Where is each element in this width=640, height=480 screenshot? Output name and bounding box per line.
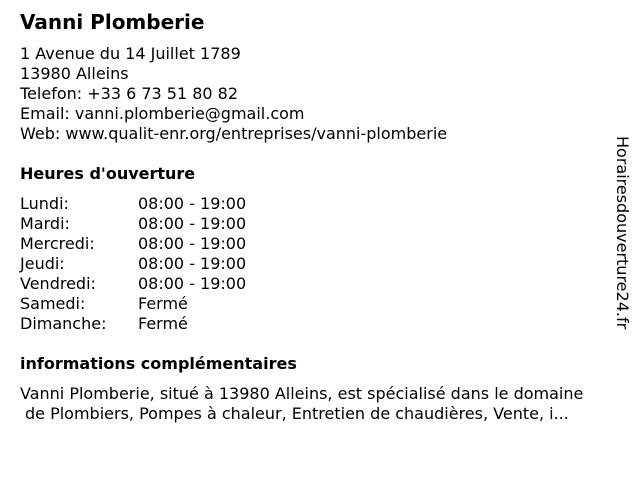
opening-hours-heading: Heures d'ouverture <box>20 164 196 183</box>
description-line-2: de Plombiers, Pompes à chaleur, Entretien de chaudières, Vente, i... <box>25 404 569 423</box>
hours-row-sunday <box>20 314 246 334</box>
contact-block <box>20 44 447 144</box>
address-city: 13980 Alleins <box>20 64 129 83</box>
day-hours: Fermé <box>138 314 188 333</box>
additional-info-heading: informations complémentaires <box>20 354 297 373</box>
business-description <box>20 384 632 424</box>
day-label: Lundi: <box>20 194 69 213</box>
day-label: Dimanche: <box>20 314 107 333</box>
opening-hours-table <box>20 194 246 334</box>
email-text: Email: vanni.plomberie@gmail.com <box>20 104 305 123</box>
day-label: Mardi: <box>20 214 70 233</box>
hours-row-tuesday <box>20 214 246 234</box>
day-hours: 08:00 - 19:00 <box>138 234 247 253</box>
day-label: Vendredi: <box>20 274 96 293</box>
hours-row-monday <box>20 194 246 214</box>
address-street: 1 Avenue du 14 Juillet 1789 <box>20 44 241 63</box>
site-watermark-text: Horairesdouverture24.fr <box>613 136 632 330</box>
hours-row-wednesday <box>20 234 246 254</box>
day-label: Jeudi: <box>20 254 65 273</box>
day-label: Mercredi: <box>20 234 95 253</box>
website-text: Web: www.qualit-enr.org/entreprises/vanni-plomberie <box>20 124 448 143</box>
hours-row-friday <box>20 274 246 294</box>
site-watermark <box>612 136 632 346</box>
hours-row-saturday <box>20 294 246 314</box>
day-hours: 08:00 - 19:00 <box>138 214 247 233</box>
phone-text: Telefon: +33 6 73 51 80 82 <box>20 84 239 103</box>
hours-row-thursday <box>20 254 246 274</box>
day-hours: 08:00 - 19:00 <box>138 254 247 273</box>
day-hours: Fermé <box>138 294 188 313</box>
description-line-1: Vanni Plomberie, situé à 13980 Alleins, est spécialisé dans le domaine <box>20 384 584 403</box>
business-name: Vanni Plomberie <box>20 10 205 34</box>
day-hours: 08:00 - 19:00 <box>138 194 247 213</box>
day-label: Samedi: <box>20 294 86 313</box>
day-hours: 08:00 - 19:00 <box>138 274 247 293</box>
